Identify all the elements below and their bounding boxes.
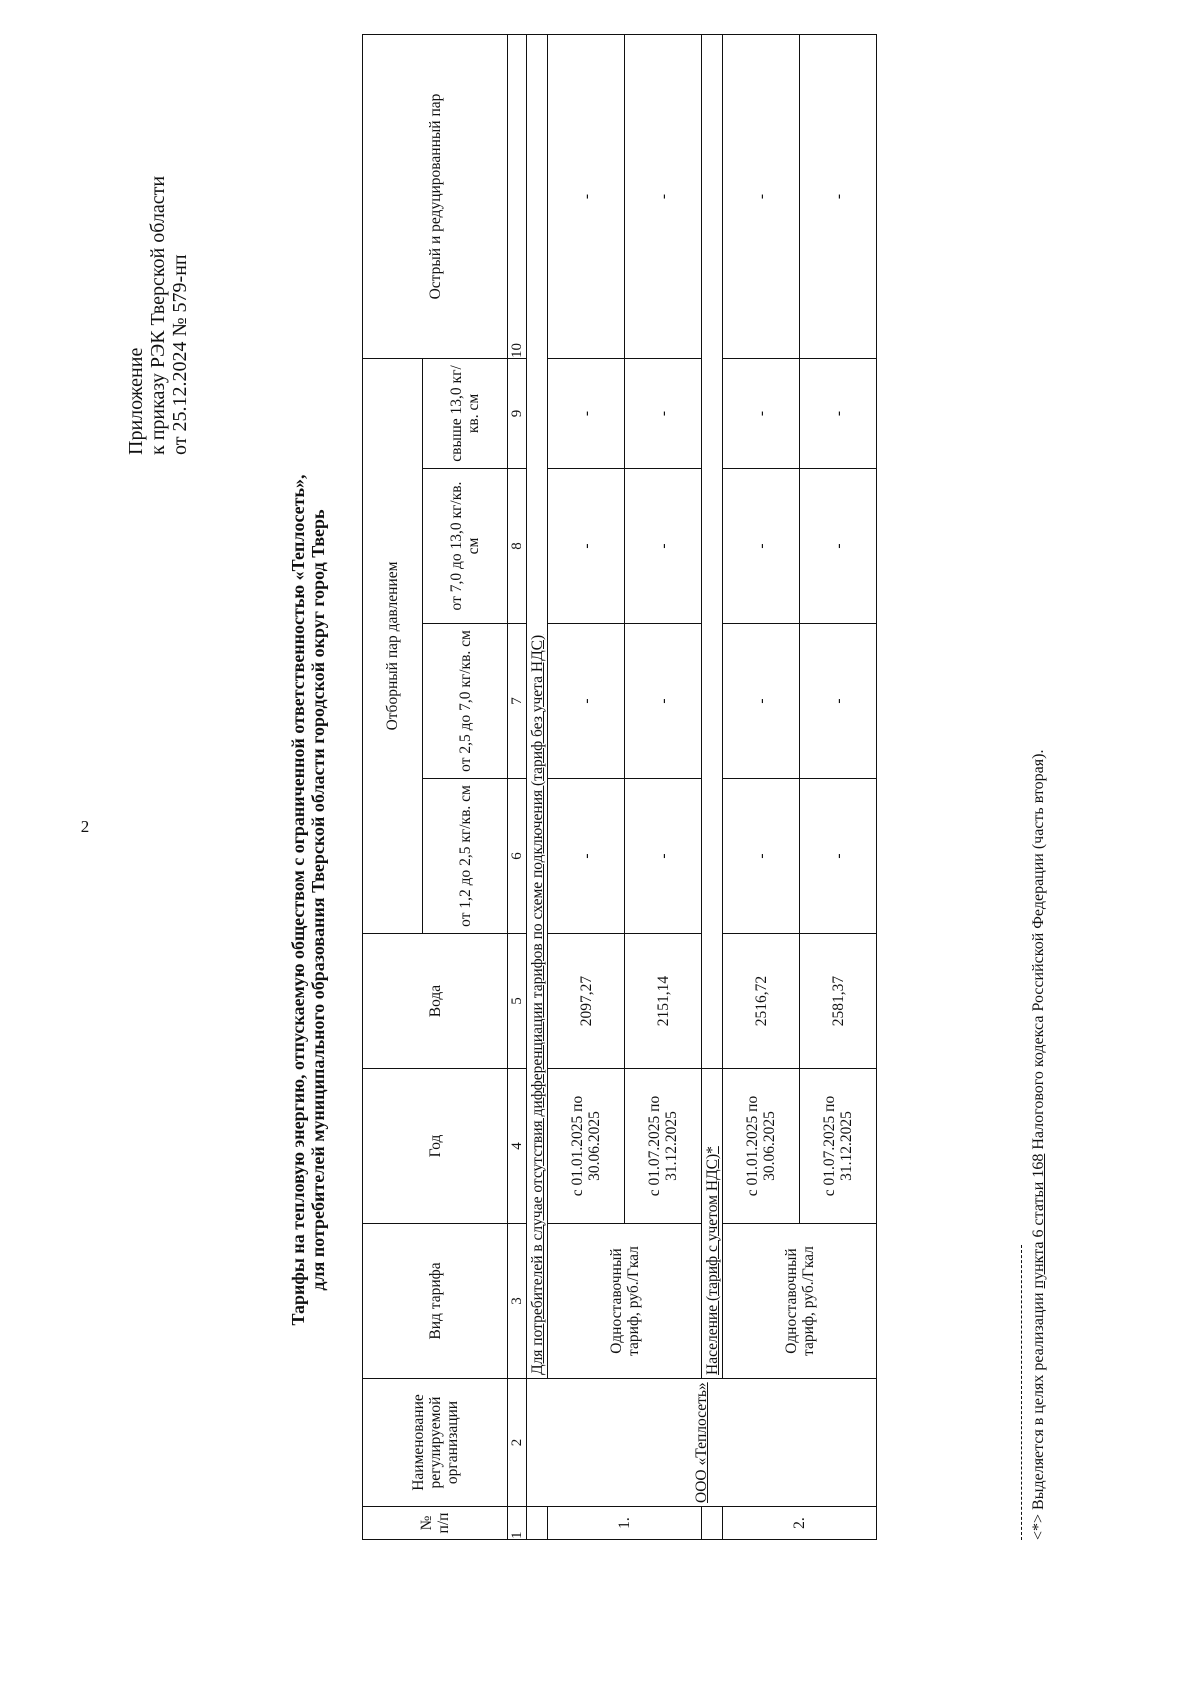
appendix-line-2: к приказу РЭК Тверской области — [147, 175, 169, 455]
header-p3: от 7,0 до 13,0 кг/кв. см — [423, 469, 508, 624]
p3-cell: - — [625, 469, 702, 624]
header-p1: от 1,2 до 2,5 кг/кв. см — [423, 779, 508, 934]
p4-cell: - — [800, 359, 877, 469]
appendix-line-1: Приложение — [125, 347, 147, 455]
section-row — [527, 35, 548, 1540]
year-cell: с 01.07.2025 по 31.12.2025 — [625, 1069, 702, 1224]
row-number: 1. — [548, 1507, 702, 1540]
header-year: Год — [363, 1069, 508, 1224]
p2-cell: - — [625, 624, 702, 779]
document-title — [288, 235, 328, 1565]
appendix-line-3: от 25.12.2024 № 579-нп — [169, 254, 191, 455]
p2-cell: - — [723, 624, 800, 779]
footnote-text-end: Налогового кодекса Российской Федерации (часть вторая). — [1030, 749, 1047, 1154]
header-sharp-steam: Острый и редуцированный пар — [363, 35, 508, 359]
table-row — [723, 35, 800, 1540]
footnote-divider — [1021, 1245, 1022, 1540]
org-name: ООО «Теплосеть» — [527, 1379, 877, 1507]
p4-cell: - — [625, 359, 702, 469]
header-org: Наименование регулируемой организации — [363, 1379, 508, 1507]
col-number: 1 — [508, 1507, 527, 1540]
header-type: Вид тарифа — [363, 1224, 508, 1379]
column-number-row — [508, 35, 527, 1540]
p4-cell: - — [723, 359, 800, 469]
col-number: 4 — [508, 1069, 527, 1224]
p4-cell: - — [548, 359, 625, 469]
tariff-type: Одноставочный тариф, руб./Гкал — [723, 1224, 877, 1379]
footnote — [1030, 750, 1048, 1540]
year-cell: с 01.07.2025 по 31.12.2025 — [800, 1069, 877, 1224]
row-number: 2. — [723, 1507, 877, 1540]
col-number: 9 — [508, 359, 527, 469]
tariff-type: Одноставочный тариф, руб./Гкал — [548, 1224, 702, 1379]
water-cell: 2581,37 — [800, 934, 877, 1069]
col-number: 5 — [508, 934, 527, 1069]
title-line-2: для потребителей муниципального образования Тверской области городской округ город Тверь — [308, 509, 328, 1291]
year-cell: с 01.01.2025 по 30.06.2025 — [548, 1069, 625, 1224]
col-number: 2 — [508, 1379, 527, 1507]
p2-cell: - — [548, 624, 625, 779]
page-number: 2 — [80, 817, 90, 836]
p3-cell: - — [548, 469, 625, 624]
col-number: 8 — [508, 469, 527, 624]
sharp-cell: - — [548, 35, 625, 359]
header-p4: свыше 13,0 кг/кв. см — [423, 359, 508, 469]
p1-cell: - — [625, 779, 702, 934]
water-cell: 2516,72 — [723, 934, 800, 1069]
header-row-1 — [363, 35, 423, 1540]
p1-cell: - — [548, 779, 625, 934]
table-row — [548, 35, 625, 1540]
header-water: Вода — [363, 934, 508, 1069]
water-cell: 2151,14 — [625, 934, 702, 1069]
col-number: 6 — [508, 779, 527, 934]
p1-cell: - — [800, 779, 877, 934]
p1-cell: - — [723, 779, 800, 934]
footnote-link[interactable]: пункта 6 статьи 168 — [1030, 1153, 1047, 1289]
section-row — [702, 35, 723, 1540]
water-cell: 2097,27 — [548, 934, 625, 1069]
year-cell: с 01.01.2025 по 30.06.2025 — [723, 1069, 800, 1224]
header-steam-group: Отборный пар давлением — [363, 359, 423, 934]
col-number: 3 — [508, 1224, 527, 1379]
section-title: Население (тариф с учетом НДС)* — [702, 1069, 723, 1379]
p3-cell: - — [800, 469, 877, 624]
section-title: Для потребителей в случае отсутствия дифференциации тарифов по схеме подключения (тариф без учета НДС) — [527, 35, 548, 1379]
col-number: 7 — [508, 624, 527, 779]
p3-cell: - — [723, 469, 800, 624]
footnote-text: <*> Выделяется в целях реализации — [1030, 1288, 1047, 1540]
header-p2: от 2,5 до 7,0 кг/кв. см — [423, 624, 508, 779]
sharp-cell: - — [723, 35, 800, 359]
p2-cell: - — [800, 624, 877, 779]
tariff-table — [362, 34, 877, 1540]
appendix-block — [125, 176, 191, 455]
col-number: 10 — [508, 35, 527, 359]
title-line-1: Тарифы на тепловую энергию, отпускаемую обществом с ограниченной ответственностью «Теплосеть», — [288, 474, 308, 1326]
sharp-cell: - — [800, 35, 877, 359]
sharp-cell: - — [625, 35, 702, 359]
header-num: № п/п — [363, 1507, 508, 1540]
